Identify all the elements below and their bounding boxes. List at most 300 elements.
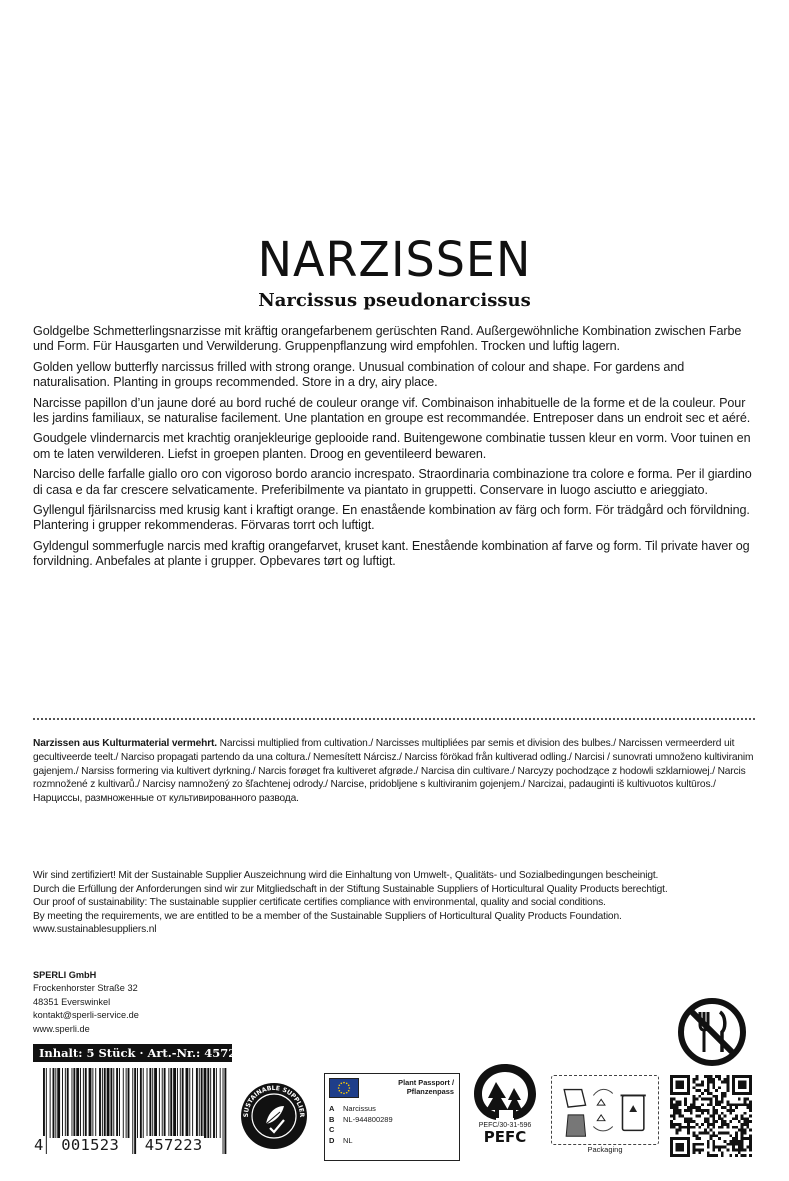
qr-module	[678, 1112, 681, 1115]
qr-module	[735, 1140, 738, 1143]
qr-module	[721, 1092, 724, 1095]
qr-module	[693, 1149, 696, 1152]
qr-module	[741, 1115, 744, 1118]
qr-module	[738, 1129, 741, 1132]
eu-star	[340, 1083, 342, 1085]
qr-module	[698, 1115, 701, 1118]
qr-module	[676, 1100, 679, 1103]
description-it: Narciso delle farfalle giallo oro con vigoroso bordo arancio increspato. Straordinaria combinazione tra colore e forma. Per il giardino di casa e da far crescere selvaticamente. Preferibilmente va piantato in gruppetti. Conservare in luogo asciutto e arieggiato.	[33, 467, 752, 497]
barcode-bar	[55, 1068, 56, 1138]
qr-module	[749, 1146, 752, 1149]
qr-module	[724, 1078, 727, 1081]
qr-module	[712, 1115, 715, 1118]
qr-module	[724, 1146, 727, 1149]
barcode-bar	[99, 1068, 101, 1138]
qr-module	[670, 1126, 673, 1129]
qr-module	[704, 1075, 707, 1078]
qr-module	[732, 1078, 735, 1081]
qr-module	[738, 1092, 741, 1095]
eu-star	[339, 1090, 341, 1092]
company-address	[33, 969, 139, 1036]
qr-module	[712, 1078, 715, 1081]
qr-module	[749, 1134, 752, 1137]
qr-module	[670, 1120, 673, 1123]
qr-module	[727, 1109, 730, 1112]
qr-module	[744, 1112, 747, 1115]
qr-module	[721, 1120, 724, 1123]
barcode-bar	[104, 1068, 106, 1138]
plant-passport	[324, 1073, 460, 1161]
qr-module	[727, 1089, 730, 1092]
qr-module	[749, 1120, 752, 1123]
qr-module	[738, 1083, 741, 1086]
barcode-bar	[119, 1068, 120, 1138]
qr-module	[676, 1092, 679, 1095]
passport-row-a	[329, 1104, 455, 1115]
qr-module	[738, 1081, 741, 1084]
barcode-bar	[154, 1068, 157, 1138]
barcode-bar	[128, 1068, 130, 1138]
qr-module	[698, 1149, 701, 1152]
qr-module	[738, 1140, 741, 1143]
barcode-bar	[92, 1068, 93, 1138]
qr-module	[673, 1103, 676, 1106]
qr-module	[698, 1143, 701, 1146]
qr-module	[729, 1106, 732, 1109]
qr-module	[721, 1106, 724, 1109]
plant-passport-title	[398, 1078, 454, 1096]
qr-module	[741, 1083, 744, 1086]
qr-module	[749, 1078, 752, 1081]
qr-module	[721, 1098, 724, 1101]
qr-module	[727, 1083, 730, 1086]
barcode-right-group: 457223	[144, 1136, 203, 1154]
qr-module	[678, 1143, 681, 1146]
certification-line: By meeting the requirements, we are entitled to be a member of the Sustainable Suppliers of Horticultural Quality Products Foundation.	[33, 910, 622, 922]
qr-module	[729, 1134, 732, 1137]
qr-module	[741, 1149, 744, 1152]
qr-module	[741, 1117, 744, 1120]
passport-value: NL-944800289	[343, 1114, 393, 1124]
barcode-bar	[199, 1068, 200, 1138]
qr-module	[687, 1154, 690, 1157]
qr-module	[749, 1129, 752, 1132]
qr-module	[721, 1146, 724, 1149]
barcode-bar	[73, 1068, 75, 1138]
certification-line: Wir sind zertifiziert! Mit der Sustainable Supplier Auszeichnung wird die Einhaltung von Umwelt-, Qualitäts- und Sozialbedingungen bescheinigt.	[33, 870, 659, 881]
qr-module	[732, 1146, 735, 1149]
qr-module	[712, 1112, 715, 1115]
qr-module	[673, 1106, 676, 1109]
qr-module	[707, 1089, 710, 1092]
company-street: Frockenhorster Straße 32	[33, 983, 138, 994]
qr-module	[727, 1081, 730, 1084]
qr-module	[673, 1075, 676, 1078]
qr-module	[690, 1109, 693, 1112]
barcode-bar	[196, 1068, 198, 1138]
qr-module	[693, 1151, 696, 1154]
description-fr: Narcisse papillon d’un jaune doré au bord ruché de couleur orange vif. Combinaison inhabituelle de la forme et de la couleur. Pour les jardins familiaux, se naturalise facilement. Une plantation en groupe est recommandée. Entreposer dans un endroit sec et aéré.	[33, 395, 751, 426]
qr-module	[727, 1123, 730, 1126]
qr-module	[704, 1109, 707, 1112]
qr-module	[741, 1137, 744, 1140]
qr-module	[724, 1081, 727, 1084]
barcode-bar	[213, 1068, 215, 1138]
qr-module	[749, 1109, 752, 1112]
qr-module	[710, 1100, 713, 1103]
qr-module	[701, 1083, 704, 1086]
qr-module	[744, 1154, 747, 1157]
origin-lead: Narzissen aus Kulturmaterial vermehrt.	[33, 738, 217, 749]
qr-module	[721, 1154, 724, 1157]
eu-flag-icon	[329, 1078, 359, 1098]
qr-module	[707, 1123, 710, 1126]
qr-module	[735, 1134, 738, 1137]
qr-module	[710, 1137, 713, 1140]
certification-block	[33, 869, 757, 937]
qr-module	[718, 1137, 721, 1140]
qr-module	[707, 1112, 710, 1115]
passport-value: NL	[343, 1135, 353, 1145]
description-sv: Gyllengul fjärilsnarciss med krusig kant i kraftigt orange. En enastående kombination av färg och form. För trädgård och förvildning. Plantering i grupper rekommenderas. Förvaras torrt och luftigt.	[33, 503, 750, 533]
qr-module	[727, 1126, 730, 1129]
qr-module	[670, 1083, 673, 1086]
qr-module	[738, 1149, 741, 1152]
qr-module	[729, 1109, 732, 1112]
qr-module	[727, 1143, 730, 1146]
barcode-bar	[53, 1068, 55, 1138]
qr-module	[707, 1151, 710, 1154]
barcode-bar	[95, 1068, 96, 1138]
qr-module	[707, 1143, 710, 1146]
passport-value: Narcissus	[343, 1104, 376, 1113]
qr-module	[727, 1100, 730, 1103]
qr-module	[684, 1092, 687, 1095]
qr-module	[741, 1129, 744, 1132]
qr-module	[746, 1075, 749, 1078]
qr-module	[687, 1137, 690, 1140]
qr-module	[707, 1117, 710, 1120]
qr-module	[701, 1092, 704, 1095]
qr-module	[693, 1143, 696, 1146]
qr-module	[698, 1137, 701, 1140]
qr-module	[701, 1109, 704, 1112]
qr-module	[687, 1149, 690, 1152]
qr-module	[741, 1075, 744, 1078]
qr-module	[749, 1154, 752, 1157]
barcode-bar	[189, 1068, 190, 1138]
qr-module	[727, 1103, 730, 1106]
qr-module	[741, 1146, 744, 1149]
qr-module	[670, 1123, 673, 1126]
qr-module	[701, 1132, 704, 1135]
qr-module	[678, 1081, 681, 1084]
qr-module	[676, 1075, 679, 1078]
qr-module	[718, 1115, 721, 1118]
qr-module	[695, 1115, 698, 1118]
qr-module	[712, 1086, 715, 1089]
description-nl: Goudgele vlindernarcis met krachtig oranjekleurige geplooide rand. Buitengewone combinatie tussen kleur en vorm. Voor tuinen en om te laten verwilderen. Liefst in groepen planten. Droog en geventileerd bewaren.	[33, 431, 751, 461]
qr-module	[727, 1075, 730, 1078]
passport-key: B	[329, 1114, 335, 1124]
qr-module	[732, 1075, 735, 1078]
qr-module	[746, 1120, 749, 1123]
qr-module	[695, 1143, 698, 1146]
qr-module	[721, 1132, 724, 1135]
qr-module	[715, 1154, 718, 1157]
barcode-bar	[76, 1068, 79, 1138]
qr-module	[684, 1098, 687, 1101]
qr-module	[698, 1089, 701, 1092]
qr-module	[670, 1089, 673, 1092]
barcode-digits	[33, 1136, 233, 1154]
qr-module	[687, 1140, 690, 1143]
qr-module	[681, 1075, 684, 1078]
qr-module	[712, 1081, 715, 1084]
qr-module	[741, 1081, 744, 1084]
qr-module	[698, 1126, 701, 1129]
qr-module	[744, 1132, 747, 1135]
qr-module	[738, 1120, 741, 1123]
qr-module	[690, 1106, 693, 1109]
qr-module	[681, 1092, 684, 1095]
barcode-first-digit: 4	[34, 1136, 44, 1154]
qr-module	[687, 1089, 690, 1092]
qr-module	[746, 1126, 749, 1129]
qr-module	[735, 1092, 738, 1095]
qr-module	[673, 1126, 676, 1129]
qr-module	[749, 1075, 752, 1078]
qr-module	[729, 1154, 732, 1157]
qr-module	[693, 1098, 696, 1101]
barcode-bar	[152, 1068, 153, 1138]
qr-module	[749, 1140, 752, 1143]
qr-module	[687, 1086, 690, 1089]
qr-module	[678, 1137, 681, 1140]
qr-module	[744, 1120, 747, 1123]
qr-module	[749, 1089, 752, 1092]
qr-module	[707, 1083, 710, 1086]
qr-module	[678, 1126, 681, 1129]
qr-module	[693, 1103, 696, 1106]
qr-module	[729, 1112, 732, 1115]
barcode-bar	[50, 1068, 51, 1138]
qr-module	[687, 1146, 690, 1149]
qr-module	[678, 1129, 681, 1132]
qr-module	[749, 1137, 752, 1140]
qr-module	[744, 1149, 747, 1152]
qr-module	[678, 1146, 681, 1149]
qr-module	[735, 1106, 738, 1109]
qr-module	[735, 1149, 738, 1152]
qr-module	[712, 1149, 715, 1152]
qr-module	[693, 1086, 696, 1089]
qr-module	[670, 1146, 673, 1149]
barcode-bar	[220, 1068, 221, 1138]
qr-module	[676, 1143, 679, 1146]
qr-module	[735, 1075, 738, 1078]
certification-line: Durch die Erfüllung der Anforderungen sind wir zur Mitgliedschaft in der Stiftung Sustainable Suppliers of Horticultural Quality Products berechtigt.	[33, 883, 668, 895]
qr-module	[670, 1078, 673, 1081]
barcode-bar	[210, 1068, 211, 1138]
qr-code-icon	[670, 1075, 752, 1157]
qr-module	[715, 1146, 718, 1149]
barcode-bar	[123, 1068, 124, 1138]
passport-row-d	[329, 1136, 455, 1147]
qr-module	[673, 1092, 676, 1095]
qr-module	[687, 1143, 690, 1146]
qr-module	[735, 1126, 738, 1129]
barcode-bar	[62, 1068, 63, 1138]
eu-star	[343, 1082, 345, 1084]
qr-module	[712, 1132, 715, 1135]
qr-module	[741, 1123, 744, 1126]
qr-module	[724, 1106, 727, 1109]
qr-module	[676, 1123, 679, 1126]
qr-module	[670, 1143, 673, 1146]
qr-module	[684, 1103, 687, 1106]
qr-module	[695, 1149, 698, 1152]
qr-module	[678, 1100, 681, 1103]
qr-module	[744, 1081, 747, 1084]
qr-module	[721, 1100, 724, 1103]
qr-module	[707, 1154, 710, 1157]
qr-module	[718, 1126, 721, 1129]
qr-module	[718, 1103, 721, 1106]
qr-module	[701, 1143, 704, 1146]
qr-module	[715, 1098, 718, 1101]
qr-module	[744, 1100, 747, 1103]
qr-module	[732, 1081, 735, 1084]
qr-module	[732, 1083, 735, 1086]
qr-module	[687, 1092, 690, 1095]
qr-module	[693, 1134, 696, 1137]
qr-module	[701, 1123, 704, 1126]
qr-module	[698, 1095, 701, 1098]
qr-module	[687, 1081, 690, 1084]
qr-module	[732, 1109, 735, 1112]
qr-module	[732, 1086, 735, 1089]
qr-module	[715, 1109, 718, 1112]
qr-module	[690, 1112, 693, 1115]
barcode-bar	[137, 1068, 138, 1138]
qr-module	[741, 1132, 744, 1135]
qr-module	[712, 1109, 715, 1112]
qr-module	[687, 1106, 690, 1109]
qr-module	[687, 1129, 690, 1132]
qr-module	[678, 1103, 681, 1106]
qr-module	[673, 1115, 676, 1118]
company-city: 48351 Everswinkel	[33, 996, 111, 1007]
barcode-bar	[192, 1068, 193, 1138]
qr-module	[721, 1117, 724, 1120]
qr-module	[744, 1129, 747, 1132]
qr-module	[676, 1154, 679, 1157]
barcode-bar	[110, 1068, 112, 1138]
qr-module	[676, 1103, 679, 1106]
qr-module	[746, 1103, 749, 1106]
barcode-bar	[107, 1068, 110, 1138]
qr-module	[690, 1120, 693, 1123]
qr-module	[684, 1117, 687, 1120]
plant-passport-title-line: Pflanzenpass	[406, 1087, 454, 1096]
qr-module	[695, 1106, 698, 1109]
qr-module	[673, 1117, 676, 1120]
eu-star	[348, 1090, 350, 1092]
barcode-bar	[102, 1068, 103, 1138]
qr-module	[684, 1120, 687, 1123]
qr-module	[732, 1140, 735, 1143]
qr-module	[704, 1129, 707, 1132]
qr-module	[746, 1146, 749, 1149]
passport-row-b	[329, 1115, 455, 1126]
qr-module	[721, 1123, 724, 1126]
qr-module	[715, 1120, 718, 1123]
qr-module	[749, 1115, 752, 1118]
qr-module	[695, 1137, 698, 1140]
description-en: Golden yellow butterfly narcissus frilled with strong orange. Unusual combination of colour and shape. For gardens and naturalisation. Planting in groups recommended. Store in a dry, airy place.	[33, 359, 685, 390]
qr-module	[687, 1117, 690, 1120]
qr-module	[710, 1154, 713, 1157]
qr-module	[676, 1106, 679, 1109]
qr-module	[744, 1083, 747, 1086]
eu-star	[339, 1084, 341, 1086]
qr-module	[704, 1098, 707, 1101]
qr-module	[684, 1100, 687, 1103]
qr-module	[738, 1146, 741, 1149]
qr-module	[718, 1075, 721, 1078]
qr-module	[687, 1120, 690, 1123]
pefc-code: PEFC/30-31-596	[478, 1122, 532, 1129]
qr-module	[718, 1100, 721, 1103]
qr-module	[693, 1081, 696, 1084]
qr-module	[670, 1149, 673, 1152]
qr-module	[695, 1123, 698, 1126]
qr-module	[681, 1115, 684, 1118]
qr-module	[715, 1075, 718, 1078]
barcode-left-group: 001523	[61, 1136, 120, 1154]
qr-module	[698, 1151, 701, 1154]
barcode-bar	[85, 1068, 87, 1138]
description-de: Goldgelbe Schmetterlingsnarzisse mit kräftig orangefarbenem gerüschten Rand. Außergewöhnliche Kombination zwischen Farbe und Form. Für Hausgarten und Verwilderung. Gruppenpflanzung wird empfohlen. Trocken und luftig lagern.	[33, 324, 742, 354]
description-block	[33, 324, 755, 575]
qr-module	[735, 1143, 738, 1146]
qr-module	[673, 1123, 676, 1126]
qr-module	[710, 1075, 713, 1078]
barcode-bar	[173, 1068, 176, 1138]
qr-module	[678, 1075, 681, 1078]
qr-module	[749, 1143, 752, 1146]
eu-star	[348, 1084, 350, 1086]
qr-module	[678, 1123, 681, 1126]
qr-module	[741, 1126, 744, 1129]
qr-module	[681, 1126, 684, 1129]
packaging-caption: Packaging	[587, 1145, 623, 1154]
qr-module	[718, 1146, 721, 1149]
barcode-bar	[143, 1068, 144, 1138]
qr-module	[681, 1149, 684, 1152]
qr-module	[724, 1120, 727, 1123]
barcode-bar	[149, 1068, 151, 1138]
qr-module	[684, 1126, 687, 1129]
qr-module	[670, 1140, 673, 1143]
qr-module	[670, 1103, 673, 1106]
qr-module	[695, 1098, 698, 1101]
qr-module	[749, 1100, 752, 1103]
qr-module	[707, 1078, 710, 1081]
qr-module	[678, 1154, 681, 1157]
qr-module	[678, 1149, 681, 1152]
